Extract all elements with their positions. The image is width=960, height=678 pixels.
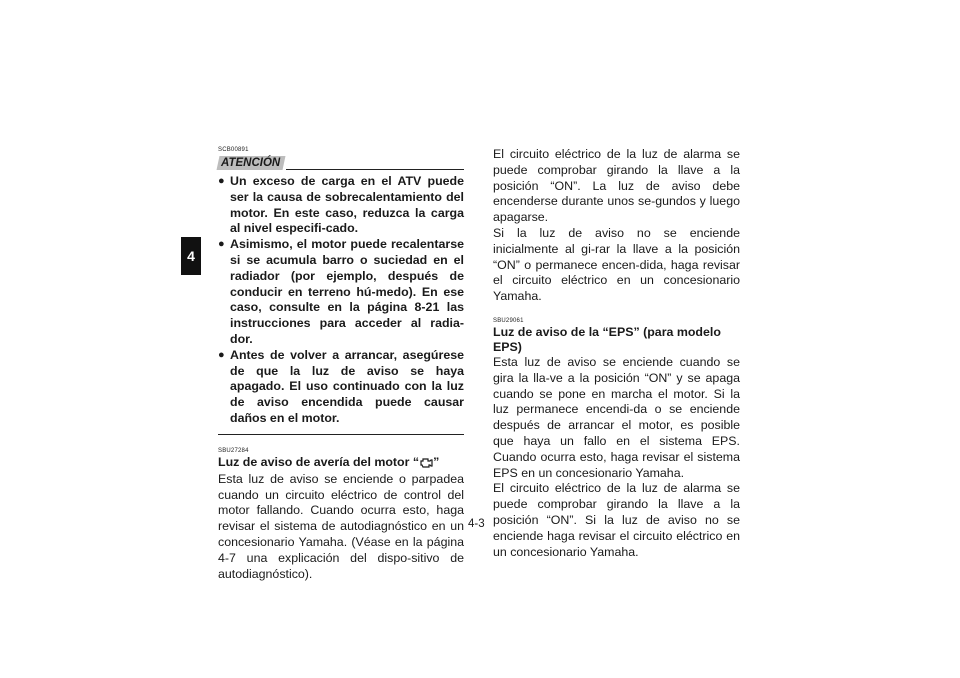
paragraph: Si la luz de aviso no se enciende inicialmente al gi-rar la llave a la posición “ON” o permanece encen-dida, haga revisar el circuito eléctrico en un concesionario Yamaha.	[493, 225, 740, 304]
caution-bullet-text: Antes de volver a arrancar, asegúrese de que la luz de aviso se haya apagado. El uso continuado con la luz de aviso encendida puede causar daños en el motor.	[230, 347, 464, 425]
paragraph: El circuito eléctrico de la luz de alarma se puede comprobar girando la llave a la posición “ON”. Si la luz de aviso no se enciende haga revisar el circuito eléctrico en un concesionario Yamaha.	[493, 481, 740, 559]
right-column	[493, 147, 740, 560]
chapter-tab	[181, 237, 201, 275]
caution-bullet	[218, 174, 464, 237]
caution-bottom-rule	[218, 434, 464, 435]
section-code: SBU29061	[493, 317, 524, 324]
section-heading: Luz de aviso de la “EPS” (para modelo EPS)	[493, 324, 721, 354]
left-column	[218, 147, 464, 582]
section-heading-text: Luz de aviso de avería del motor “	[218, 454, 420, 469]
page-number: 4-3	[468, 518, 485, 530]
bullet-dot-icon: ●	[218, 238, 225, 251]
bullet-dot-icon: ●	[218, 175, 225, 187]
paragraph: El circuito eléctrico de la luz de alarma se puede comprobar girando la llave a la posición “ON”. La luz de aviso debe encenderse durante unos se-gundos y luego apagarse.	[493, 147, 740, 225]
caution-bullet-text: Asimismo, el motor puede recalentarse si se acumula barro o suciedad en el radiador (por ejemplo, después de conducir en terreno hú-medo). En ese caso, consulte en la página 8-21 las instrucciones para acceder al radia-dor.	[230, 237, 464, 346]
engine-warning-section	[218, 448, 464, 583]
eps-warning-section	[493, 318, 740, 560]
section-body: Esta luz de aviso se enciende o parpadea cuando un circuito eléctrico de control del motor fallando. Cuando ocurra esto, haga revisar el sistema de autodiagnóstico en un concesionario Yamaha. (Véase en la página 4-7 una explicación del dispo-sitivo de autodiagnóstico).	[218, 471, 464, 581]
caution-bullet-text: Un exceso de carga en el ATV puede ser la causa de sobrecalentamiento del motor. En este caso, reduzca la carga al nivel especifi-cado.	[230, 174, 464, 236]
paragraph: Esta luz de aviso se enciende cuando se gira la lla-ve a la posición “ON” y se apaga cuando se pone en marcha el motor. Si la luz permanece encendi-da o se enciende después de arrancar el motor, es posible que haya un fallo en el sistema EPS. Cuando ocurra esto, haga revisar el sistema EPS en un concesionario Yamaha.	[493, 354, 740, 480]
caution-badge-label: ATENCIÓN	[221, 157, 281, 169]
caution-badge	[217, 156, 286, 170]
caution-code: SCB00891	[218, 147, 249, 153]
engine-icon	[419, 457, 433, 472]
section-heading-close: ”	[433, 454, 440, 469]
caution-top-rule	[286, 169, 464, 170]
caution-header	[218, 156, 464, 172]
caution-bullet	[218, 237, 464, 348]
section-code: SBU27284	[218, 447, 249, 454]
section-heading	[218, 455, 464, 472]
bullet-dot-icon: ●	[218, 348, 225, 361]
caution-bullet	[218, 348, 464, 427]
caution-list	[218, 174, 464, 427]
chapter-tab-label: 4	[187, 248, 195, 264]
